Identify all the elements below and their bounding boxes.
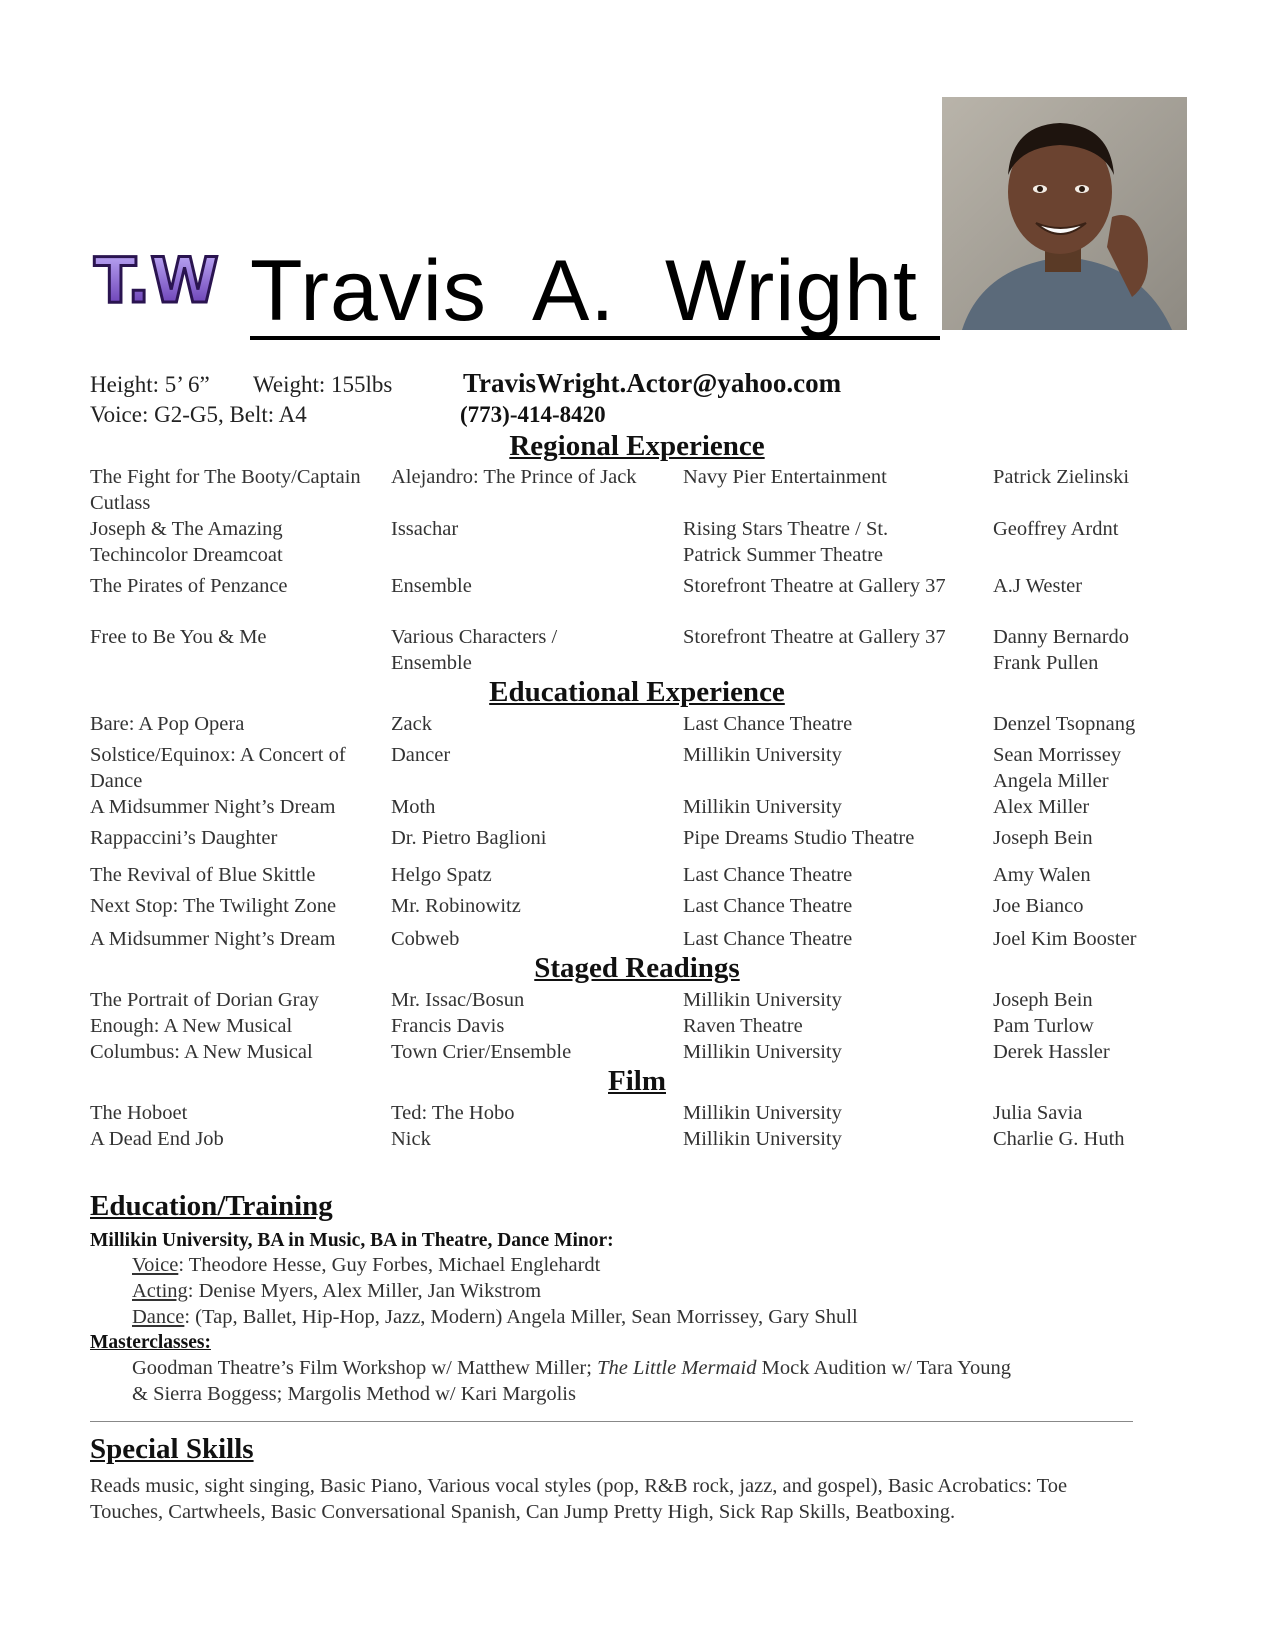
credit-director: Charlie G. Huth [993,1128,1125,1150]
credit-role: Dancer [391,744,451,766]
masterclasses-line-2: & Sierra Boggess; Margolis Method w/ Kari Margolis [132,1383,576,1405]
credit-director: Julia Savia [993,1102,1083,1124]
credit-show: Joseph & The Amazing Techincolor Dreamcoat [90,518,283,566]
education-title: Education/Training [90,1190,333,1222]
credit-director: Joseph Bein [993,827,1093,849]
credit-venue: Storefront Theatre at Gallery 37 [683,626,946,648]
credit-role: Ensemble [391,575,472,597]
training-voice-label: Voice [132,1254,179,1276]
credit-show: Rappaccini’s Daughter [90,827,278,849]
credit-show: A Midsummer Night’s Dream [90,796,336,818]
training-dance-teachers: : (Tap, Ballet, Hip-Hop, Jazz, Modern) Angela Miller, Sean Morrissey, Gary Shull [184,1306,858,1328]
actor-name: Travis A. Wright [250,248,940,340]
credit-role: Various Characters / Ensemble [391,626,558,674]
credit-venue: Last Chance Theatre [683,864,853,886]
education-school: Millikin University, BA in Music, BA in Theatre, Dance Minor: [90,1230,614,1251]
training-acting [132,1280,541,1303]
headshot-photo [942,97,1187,330]
credit-venue: Millikin University [683,796,842,818]
credit-show: The Portrait of Dorian Gray [90,989,319,1011]
credit-venue: Rising Stars Theatre / St. Patrick Summer Theatre [683,518,889,566]
credit-role: Issachar [391,518,459,540]
section-divider [90,1421,1133,1422]
training-dance [132,1306,858,1329]
credit-show: Enough: A New Musical [90,1015,293,1037]
credit-venue: Millikin University [683,989,842,1011]
credit-role: Zack [391,713,432,735]
credit-director: Alex Miller [993,796,1090,818]
training-voice [132,1254,600,1277]
credit-director: Joe Bianco [993,895,1084,917]
credit-role: Alejandro: The Prince of Jack [391,466,637,488]
credit-venue: Millikin University [683,744,842,766]
training-acting-label: Acting [132,1280,188,1302]
section-title-regional: Regional Experience [509,430,765,462]
credit-role: Moth [391,796,436,818]
email-address[interactable]: TravisWright.Actor@yahoo.com [463,368,842,398]
training-dance-label: Dance [132,1306,185,1328]
credit-show: Columbus: A New Musical [90,1041,313,1063]
credit-role: Town Crier/Ensemble [391,1041,572,1063]
masterclasses-label: Masterclasses: [90,1332,211,1353]
credit-venue: Navy Pier Entertainment [683,466,887,488]
credit-role: Helgo Spatz [391,864,492,886]
credit-role: Nick [391,1128,431,1150]
credit-show: A Dead End Job [90,1128,224,1150]
credit-role: Cobweb [391,928,460,950]
credit-show: Free to Be You & Me [90,626,267,648]
credit-venue: Raven Theatre [683,1015,803,1037]
masterclasses-line-1 [132,1357,1011,1380]
credit-director: Sean Morrissey Angela Miller [993,744,1122,792]
special-skills-line-1: Reads music, sight singing, Basic Piano, Various vocal styles (pop, R&B rock, jazz, and gospel), Basic Acrobatics: Toe [90,1475,1068,1497]
credit-show: The Hoboet [90,1102,188,1124]
training-acting-teachers: : Denise Myers, Alex Miller, Jan Wikstrom [187,1280,542,1302]
section-title-film: Film [608,1065,666,1097]
masterclass-goodman: Goodman Theatre’s Film Workshop w/ Matthew Miller; [132,1357,598,1379]
special-skills-line-2: Touches, Cartwheels, Basic Conversational Spanish, Can Jump Pretty High, Sick Rap Skills, Beatboxing. [90,1501,956,1523]
height-stat: Height: 5’ 6” [90,372,210,397]
special-skills-title: Special Skills [90,1433,254,1465]
credit-director: Patrick Zielinski [993,466,1130,488]
section-title-educational: Educational Experience [489,676,785,708]
credit-director: Amy Walen [993,864,1091,886]
credit-role: Ted: The Hobo [391,1102,515,1124]
credit-venue: Pipe Dreams Studio Theatre [683,827,915,849]
phone-number: (773)-414-8420 [460,402,606,427]
credit-venue: Last Chance Theatre [683,713,853,735]
weight-stat: Weight: 155lbs [253,372,393,397]
masterclass-audition: Mock Audition w/ Tara Young [756,1357,1011,1379]
credit-show: Solstice/Equinox: A Concert of Dance [90,744,346,792]
svg-text:T.W: T.W [94,244,219,317]
credit-director: Denzel Tsopnang [993,713,1136,735]
credit-director: Danny Bernardo Frank Pullen [993,626,1130,674]
credit-director: A.J Wester [993,575,1083,597]
training-voice-teachers: : Theodore Hesse, Guy Forbes, Michael Englehardt [178,1254,601,1276]
credit-director: Geoffrey Ardnt [993,518,1119,540]
tw-logo [90,240,250,320]
credit-show: Next Stop: The Twilight Zone [90,895,337,917]
credit-director: Pam Turlow [993,1015,1094,1037]
credit-show: Bare: A Pop Opera [90,713,245,735]
credit-show: The Fight for The Booty/Captain Cutlass [90,466,361,514]
credit-show: The Revival of Blue Skittle [90,864,316,886]
credit-show: A Midsummer Night’s Dream [90,928,336,950]
section-title-staged-readings: Staged Readings [534,952,740,984]
credit-venue: Millikin University [683,1041,842,1063]
credit-venue: Last Chance Theatre [683,895,853,917]
credit-venue: Storefront Theatre at Gallery 37 [683,575,946,597]
credit-venue: Millikin University [683,1128,842,1150]
masterclass-show-title: The Little Mermaid [597,1357,757,1379]
credit-director: Joseph Bein [993,989,1093,1011]
credit-venue: Last Chance Theatre [683,928,853,950]
credit-role: Mr. Robinowitz [391,895,521,917]
credit-role: Francis Davis [391,1015,505,1037]
credit-role: Mr. Issac/Bosun [391,989,525,1011]
credit-show: The Pirates of Penzance [90,575,288,597]
credit-director: Derek Hassler [993,1041,1110,1063]
credit-director: Joel Kim Booster [993,928,1137,950]
credit-role: Dr. Pietro Baglioni [391,827,547,849]
voice-range: Voice: G2-G5, Belt: A4 [90,402,307,427]
credit-venue: Millikin University [683,1102,842,1124]
